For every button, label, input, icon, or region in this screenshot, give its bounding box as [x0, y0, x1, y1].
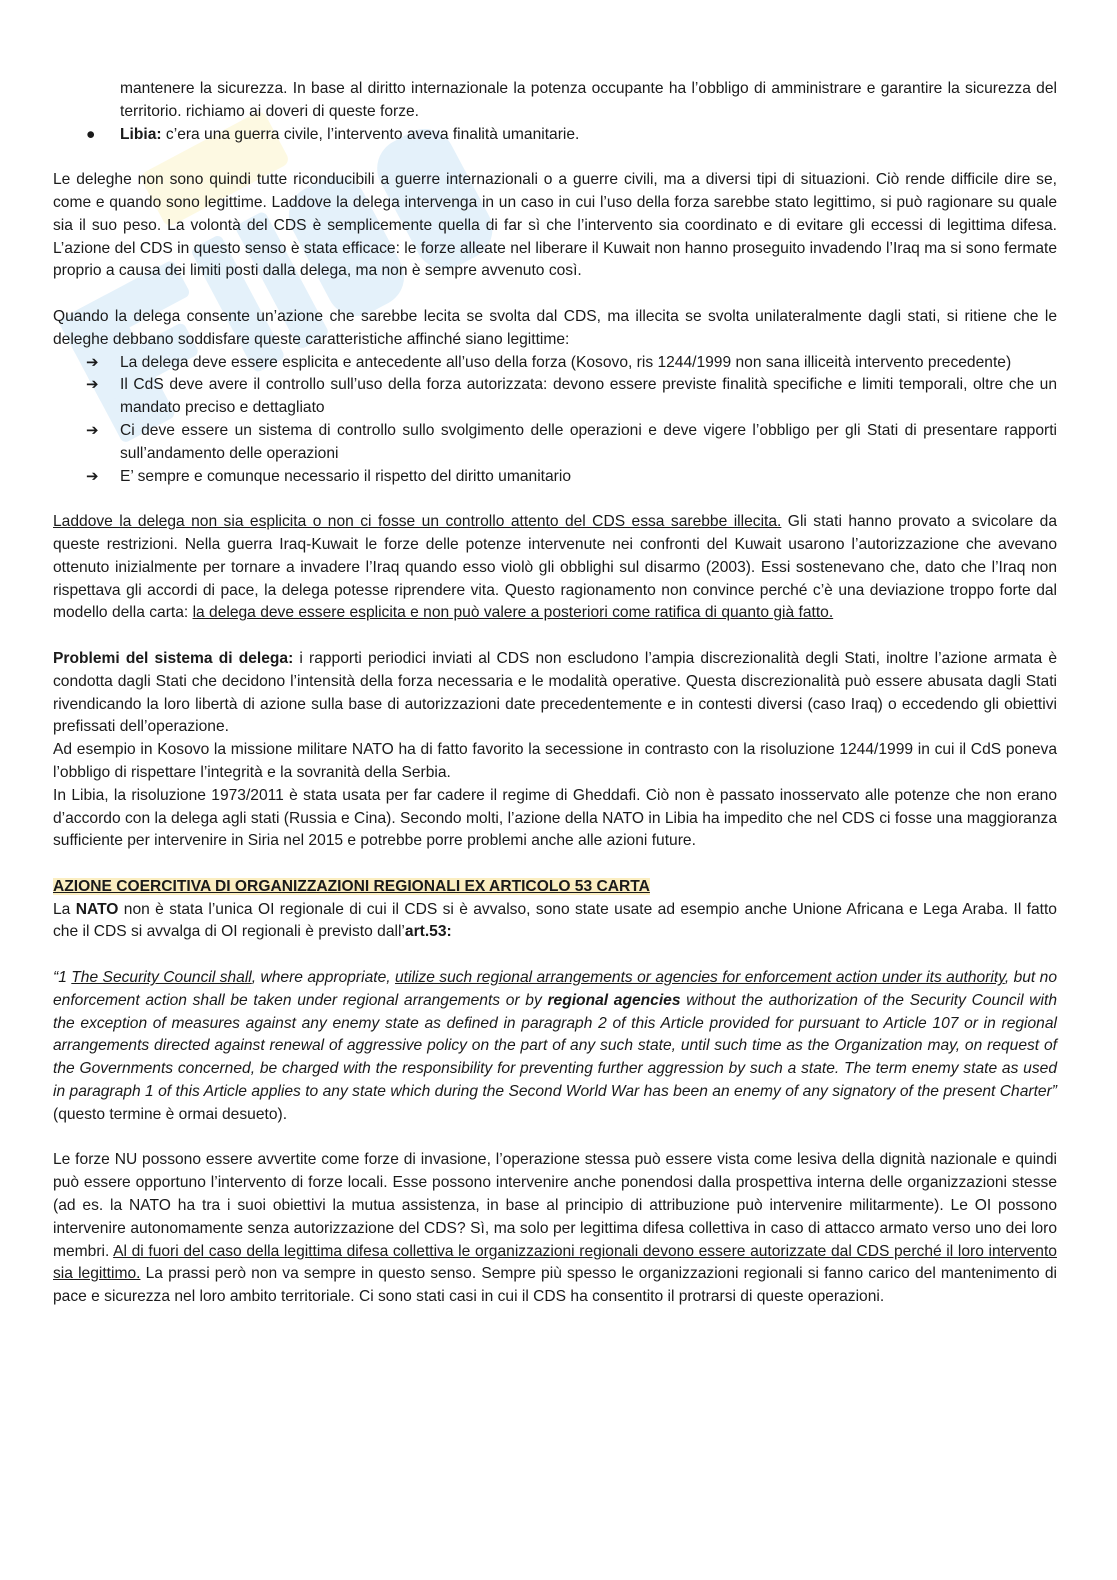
libia-text: c’era una guerra civile, l’intervento aveva finalità umanitarie.	[161, 125, 580, 143]
quote-tail: (questo termine è ormai desueto).	[53, 1105, 288, 1123]
paragraph-deleghe: Le deleghe non sono quindi tutte riconducibili a guerre internazionali o a guerre civili, ma a diversi tipi di situazioni. Ciò rende difficile dire se, come e quando sono legittime. Laddove la delega intervenga in un caso in cui l’uso della forza sarebbe stato legittimo, si può ragionare su quale sia il suo peso. La volontà del CDS è semplicemente quella di far sì che l’intervento sia coordinato e di evitare gli eccessi di legittima difesa. L’azione del CDS in questo senso è stata efficace: le forze alleate nel liberare il Kuwait non hanno proseguito invadendo l’Iraq ma si sono fermate proprio a causa dei limiti posti dalla delega, ma non è sempre avvenuto così.	[53, 171, 1057, 280]
bold-quote-text: regional agencies	[547, 991, 681, 1009]
body-text: i rapporti periodici inviati al CDS non escludono l’ampia discrezionalità degli Stati, inoltre l’azione armata è condotta dagli Stati che decidono l’intensità della forza necessaria e le modalità operative. Questa discrezionalità può essere abusata dagli Stati rivendicando la loro libertà di azione sulla base di autorizzazioni date precedentemente e in contesti diversi (caso Iraq) o eccedendo gli obiettivi prefissati dell’operazione.	[53, 649, 1057, 736]
list-item	[53, 124, 1057, 147]
underlined-text: The Security Council shall	[71, 969, 252, 987]
document-page	[53, 78, 1057, 1309]
list-item-text: E’ sempre e comunque necessario il rispetto del diritto umanitario	[120, 467, 571, 485]
quote-text: “1	[53, 969, 72, 987]
list-item-text: Il CdS deve avere il controllo sull’uso della forza autorizzata: devono essere previste finalità specifiche e limiti temporali, oltre che un mandato preciso e dettagliato	[120, 376, 1057, 417]
intro-bullet-list	[53, 124, 1057, 147]
underlined-text: Laddove la delega non sia esplicita o non ci fosse un controllo attento del CDS essa sarebbe illecita.	[53, 513, 782, 531]
requirements-list	[53, 352, 1057, 489]
bullet-icon: ●	[86, 125, 96, 143]
list-item-text: La delega deve essere esplicita e antecedente all’uso della forza (Kosovo, ris 1244/1999 non sana illiceità intervento precedente)	[120, 353, 1012, 371]
section-heading-wrap	[53, 876, 1057, 899]
underlined-text: utilize such regional arrangements or agencies for enforcement action under its authority	[395, 969, 1005, 987]
body-text: La	[53, 900, 76, 918]
list-item	[53, 466, 1057, 489]
arrow-icon: ➔	[86, 421, 99, 439]
article-label: art.53:	[404, 923, 452, 941]
list-item	[53, 420, 1057, 466]
body-text: Gli stati hanno provato a svicolare da queste restrizioni. Nella guerra Iraq-Kuwait le forze delle potenze intervenute nei confronti del Kuwait usarono l’autorizzazione che avevano ottenuto inizialmente per tornare a invadere l’Iraq quando esso violò gli obblighi sul disarmo (2003). Essi sostenevano che, dato che l’Iraq non rispettava gli accordi di pace, la delega potesse riprendere vita. Questo ragionamento non convince perché c’è una deviazione troppo forte dal modello della carta:	[53, 513, 1058, 622]
body-text: non è stata l’unica OI regionale di cui il CDS si è avvalso, sono state usate ad esempio anche Unione Africana e Lega Araba. Il fatto che il CDS si avvalga di OI regionali è previsto dall’	[53, 900, 1057, 941]
underlined-text: Al di fuori del caso della legittima difesa collettiva le organizzazioni regionali devono essere autorizzate dal CDS perché il loro intervento sia legittimo.	[53, 1242, 1057, 1283]
article-53-quote	[53, 967, 1057, 1127]
underlined-text: la delega deve essere esplicita e non può valere a posteriori come ratifica di quanto già fatto.	[192, 604, 834, 622]
nato-label: NATO	[75, 900, 119, 918]
arrow-icon: ➔	[86, 376, 99, 394]
paragraph-nato	[53, 899, 1057, 945]
problemi-label: Problemi del sistema di delega:	[53, 649, 294, 667]
list-item	[53, 374, 1057, 420]
libia-label: Libia:	[120, 125, 162, 143]
section-heading: AZIONE COERCITIVA DI ORGANIZZAZIONI REGIONALI EX ARTICOLO 53 CARTA	[53, 877, 650, 895]
paragraph-problemi	[53, 648, 1057, 739]
quote-text: , but no enforcement action shall be taken under regional arrangements or by	[53, 969, 1057, 1009]
paragraph-forze	[53, 1149, 1057, 1309]
list-item	[53, 352, 1057, 375]
body-text: Le forze NU possono essere avvertite come forze di invasione, l’operazione stessa può essere vista come lesiva della dignità nazionale e quindi può essere opportuno l’intervento di forze locali. Esse possono intervenire anche ponendosi dalla prospettiva interna delle organizzazioni stesse (ad es. la NATO ha tra i suoi obiettivi la mutua assistenza, in base al principio di attribuzione può intervenire militarmente). Le OI possono intervenire autonomamente senza autorizzazione del CDS? Sì, ma solo per legittima difesa collettiva in caso di attacco armato verso uno dei loro membri.	[53, 1151, 1057, 1260]
paragraph-libia: In Libia, la risoluzione 1973/2011 è stata usata per far cadere il regime di Gheddafi. Ciò non è passato inosservato alle potenze che non erano d’accordo con la delega agli stati (Russia e Cina). Secondo molti, l’azione della NATO in Libia ha impedito che nel CDS ci fosse una maggioranza sufficiente per intervenire in Siria nel 2015 e potrebbe porre problemi anche alle azioni future.	[53, 786, 1057, 850]
paragraph-laddove	[53, 511, 1057, 625]
arrow-icon: ➔	[86, 353, 99, 371]
paragraph-kosovo: Ad esempio in Kosovo la missione militare NATO ha di fatto favorito la secessione in contrasto con la risoluzione 1244/1999 in cui il CdS poneva l’obbligo di rispettare l’integrità e la sovranità della Serbia.	[53, 741, 1057, 781]
paragraph-quando: Quando la delega consente un’azione che sarebbe lecita se svolta dal CDS, ma illecita se svolta unilateralmente dagli stati, si ritiene che le deleghe debbano soddisfare queste caratteristiche affinché siano legittime:	[53, 307, 1057, 348]
quote-text: , where appropriate,	[251, 969, 395, 987]
arrow-icon: ➔	[86, 467, 99, 485]
intro-line: mantenere la sicurezza. In base al diritto internazionale la potenza occupante ha l’obbligo di amministrare e garantire la sicurezza del territorio. richiamo ai doveri di queste forze.	[120, 80, 1057, 120]
quote-text: without the authorization of the Security Council with the exception of measures against any enemy state as defined in paragraph 2 of this Article provided for pursuant to Article 107 or in regional arrangements directed against renewal of aggressive policy on the part of any such state, until such time as the Organization may, on request of the Governments concerned, be charged with the responsibility for preventing further aggression by such a state. The term enemy state as used in paragraph 1 of this Article applies to any state which during the Second World War has been an enemy of any signatory of the present Charter”	[53, 991, 1057, 1101]
list-item-text: Ci deve essere un sistema di controllo sullo svolgimento delle operazioni e deve vigere l’obbligo per gli Stati di presentare rapporti sull’andamento delle operazioni	[120, 421, 1057, 462]
body-text: La prassi però non va sempre in questo senso. Sempre più spesso le organizzazioni regionali si fanno carico del mantenimento di pace e sicurezza nel loro ambito territoriale. Ci sono stati casi in cui il CDS ha consentito il protrarsi di queste operazioni.	[53, 1265, 1057, 1306]
